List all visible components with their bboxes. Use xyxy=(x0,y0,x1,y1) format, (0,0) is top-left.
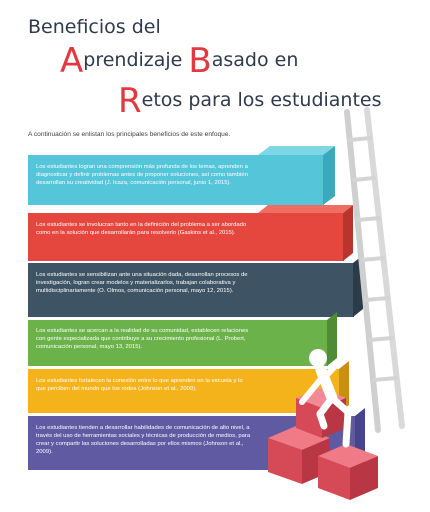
benefit-4-text: Los estudiantes se acercan a la realidad de su comunidad, establecen relaciones con gente especializada que contribuye a su crecimiento profesional (L. Probert, comunicación personal, mayo 13, 2015). xyxy=(36,328,249,351)
title-initial-r: R xyxy=(118,81,142,121)
benefit-5-text: Los estudiantes fortalecen la conexión entre lo que aprenden en la escuela y lo que perciben del mundo que los rodea (Johnson et al., 2009). xyxy=(36,378,243,393)
benefit-6-text: Los estudiantes tienden a desarrollar habilidades de comunicación de alto nivel, a través del uso de herramientas sociales y técnicas de producción de medios, para crear y compartir las soluciones desarrolladas por ellos mismos (Johnson et al., 2009). xyxy=(36,425,251,456)
title-initial-a: A xyxy=(60,41,84,81)
title-word-aprendizaje: prendizaje xyxy=(83,49,189,71)
intro-text: A continuación se enlistan los principales beneficios de este enfoque. xyxy=(28,131,231,138)
title-initial-b: B xyxy=(188,41,212,81)
benefit-2-text: Los estudiantes se involucran tanto en la definición del problema a ser abordado como en la solución que desarrollarán para resolverlo (Gaskins et al., 2015). xyxy=(36,222,247,237)
title-word-basado: asado en xyxy=(211,49,299,71)
title-line-1: Beneficios del xyxy=(28,16,161,38)
title-word-retos: etos para los estudiantes xyxy=(141,89,382,111)
benefit-1-text: Los estudiantes logran una comprensión más profunda de los temas, aprenden a diagnosticar y definir problemas antes de proponer soluciones, así como también desarrollan su creatividad (J. Icaza, comunicación personal, junio 1, 2015). xyxy=(36,164,248,187)
benefit-3-text: Los estudiantes se sensibilizan ante una situación dada, desarrollan procesos de investigación, logran crear modelos y materializarlos, trabajan colaborativa y multidisciplinariamente (O. Olmos, comunicación personal, mayo 12, 2015). xyxy=(36,272,248,295)
